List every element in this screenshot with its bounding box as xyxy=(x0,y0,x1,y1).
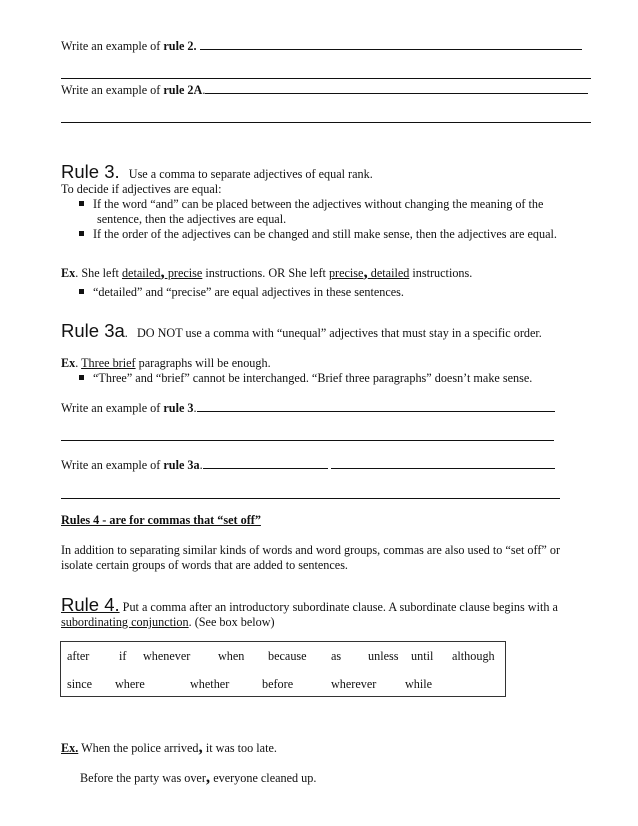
conjunction: unless xyxy=(368,649,399,663)
write-rule3-suffix: . xyxy=(193,401,197,415)
rule4-ex2-a: Before the party was over xyxy=(80,771,206,785)
write-rule2a-prefix: Write an example of xyxy=(61,83,164,97)
write-rule2-blank-line2[interactable] xyxy=(61,78,591,79)
rule3a-dot: . xyxy=(124,326,128,340)
subordinating-conjunctions-box xyxy=(60,641,506,697)
rule3-ex-word2: precise xyxy=(164,266,203,280)
bullet-square-icon xyxy=(79,231,84,236)
write-rule3a-line xyxy=(61,457,555,473)
rule4-ex2-b: everyone cleaned up. xyxy=(210,771,317,785)
rule3-ex-label: Ex xyxy=(61,266,76,280)
write-rule3-rule: rule 3 xyxy=(163,401,194,415)
rules4-intro-line2: isolate certain groups of words that are added to sentences. xyxy=(61,558,348,572)
rule3-bullet1-text: If the word “and” can be placed between the adjectives without changing the meaning of the xyxy=(93,197,544,211)
rule3a-heading: Rule 3a xyxy=(61,320,125,341)
rule3-description: Use a comma to separate adjectives of equal rank. xyxy=(128,167,373,181)
rule3a-ex-under: Three brief xyxy=(81,356,136,370)
bullet-square-icon xyxy=(79,375,84,380)
rule3-ex-text1: . She left xyxy=(75,266,122,280)
write-rule3a-suffix: . xyxy=(199,458,203,472)
rule3-bullet2-text: If the order of the adjectives can be changed and still make sense, then the adjectives are equal. xyxy=(93,227,557,241)
write-rule3a-blank-a[interactable] xyxy=(203,457,328,469)
rule3-bullet2 xyxy=(79,227,557,242)
conjunction: until xyxy=(411,649,434,663)
bullet-square-icon xyxy=(79,201,84,206)
bold-comma: , xyxy=(205,767,211,786)
conjunction: since xyxy=(67,677,93,691)
write-rule2-prefix: Write an example of xyxy=(61,39,164,53)
rule3a-example xyxy=(61,356,271,371)
write-rule3-blank-line2[interactable] xyxy=(61,440,554,441)
bullet-square-icon xyxy=(79,289,84,294)
rule4-heading: Rule 4. xyxy=(61,594,120,615)
write-rule3a-rule: rule 3a xyxy=(163,458,200,472)
rule3-ex-bullet xyxy=(79,285,404,300)
bold-comma: , xyxy=(363,262,368,281)
rule3a-ex-bullet xyxy=(79,371,532,386)
rule3a-ex-label: Ex xyxy=(61,356,76,370)
write-rule2a-blank[interactable] xyxy=(205,82,588,94)
conjunction: before xyxy=(262,677,294,691)
rule3-ex-text3: instructions. xyxy=(409,266,473,280)
bold-comma: , xyxy=(160,262,165,281)
conjunction: whenever xyxy=(143,649,191,663)
write-rule2-rule: rule 2. xyxy=(163,39,197,53)
rule3-heading-line xyxy=(61,161,373,182)
rule3-heading: Rule 3. xyxy=(61,161,120,182)
rule3-decide: To decide if adjectives are equal: xyxy=(61,182,222,196)
write-rule3-prefix: Write an example of xyxy=(61,401,164,415)
conjunction: when xyxy=(218,649,245,663)
rule4-term-line xyxy=(61,615,275,630)
write-rule3-blank[interactable] xyxy=(197,400,555,412)
rules4-intro-line1: In addition to separating similar kinds of words and word groups, commas are also used to “set off” or xyxy=(61,543,561,557)
write-rule3a-prefix: Write an example of xyxy=(61,458,164,472)
rule3a-ex-text: paragraphs will be enough. xyxy=(135,356,271,370)
rule3-ex-word1: detailed xyxy=(121,266,161,280)
rule4-term: subordinating conjunction xyxy=(61,615,189,629)
rule4-description: Put a comma after an introductory subordinate clause. A subordinate clause begins with a xyxy=(119,600,558,614)
rule3-bullet1 xyxy=(79,197,543,212)
conjunction: as xyxy=(331,649,342,663)
rule4-ex1-b: it was too late. xyxy=(202,741,277,755)
conjunction: if xyxy=(119,649,127,663)
write-rule2-line xyxy=(61,38,582,54)
write-rule2a-line xyxy=(61,82,588,98)
write-rule3a-blank-b[interactable] xyxy=(331,457,555,469)
conjunction: wherever xyxy=(331,677,377,691)
rule3a-ex-sep: . xyxy=(75,356,82,370)
write-rule3a-blank-line2[interactable] xyxy=(61,498,560,499)
conjunction: after xyxy=(67,649,90,663)
rule3a-ex-bullet-text: “Three” and “brief” cannot be interchanged. “Brief three paragraphs” doesn’t make sense. xyxy=(93,371,533,385)
write-rule2a-rule: rule 2A xyxy=(163,83,203,97)
rule4-heading-line xyxy=(61,594,558,615)
rules4-heading: Rules 4 - are for commas that “set off” xyxy=(61,513,261,527)
conjunction: while xyxy=(405,677,433,691)
rule3-ex-bullet-text: “detailed” and “precise” are equal adjectives in these sentences. xyxy=(93,285,404,299)
write-rule3-line xyxy=(61,400,555,416)
write-rule2a-suffix: . xyxy=(202,83,206,97)
rule3a-description: DO NOT use a comma with “unequal” adjectives that must stay in a specific order. xyxy=(136,326,542,340)
rule4-ex-label: Ex. xyxy=(61,741,79,755)
conjunction: although xyxy=(452,649,495,663)
rule3-ex-word4: detailed xyxy=(367,266,410,280)
write-rule2-blank[interactable] xyxy=(200,38,582,50)
conjunction: because xyxy=(268,649,307,663)
rule3a-heading-line xyxy=(61,320,542,341)
conjunction: where xyxy=(115,677,145,691)
rule4-ex1-a: When the police arrived xyxy=(78,741,199,755)
rule4-example1 xyxy=(61,737,277,756)
bold-comma: , xyxy=(198,737,203,756)
rule4-example2 xyxy=(80,767,317,786)
rule3-ex-text2: instructions. OR She left xyxy=(202,266,329,280)
rule3-bullet1-line2: sentence, then the adjectives are equal. xyxy=(97,212,287,226)
write-rule2a-blank-line2[interactable] xyxy=(61,122,591,123)
rule3-example xyxy=(61,262,473,281)
conjunction: whether xyxy=(190,677,230,691)
rule4-after-term: . (See box below) xyxy=(188,615,275,629)
rule3-ex-word3: precise xyxy=(328,266,364,280)
